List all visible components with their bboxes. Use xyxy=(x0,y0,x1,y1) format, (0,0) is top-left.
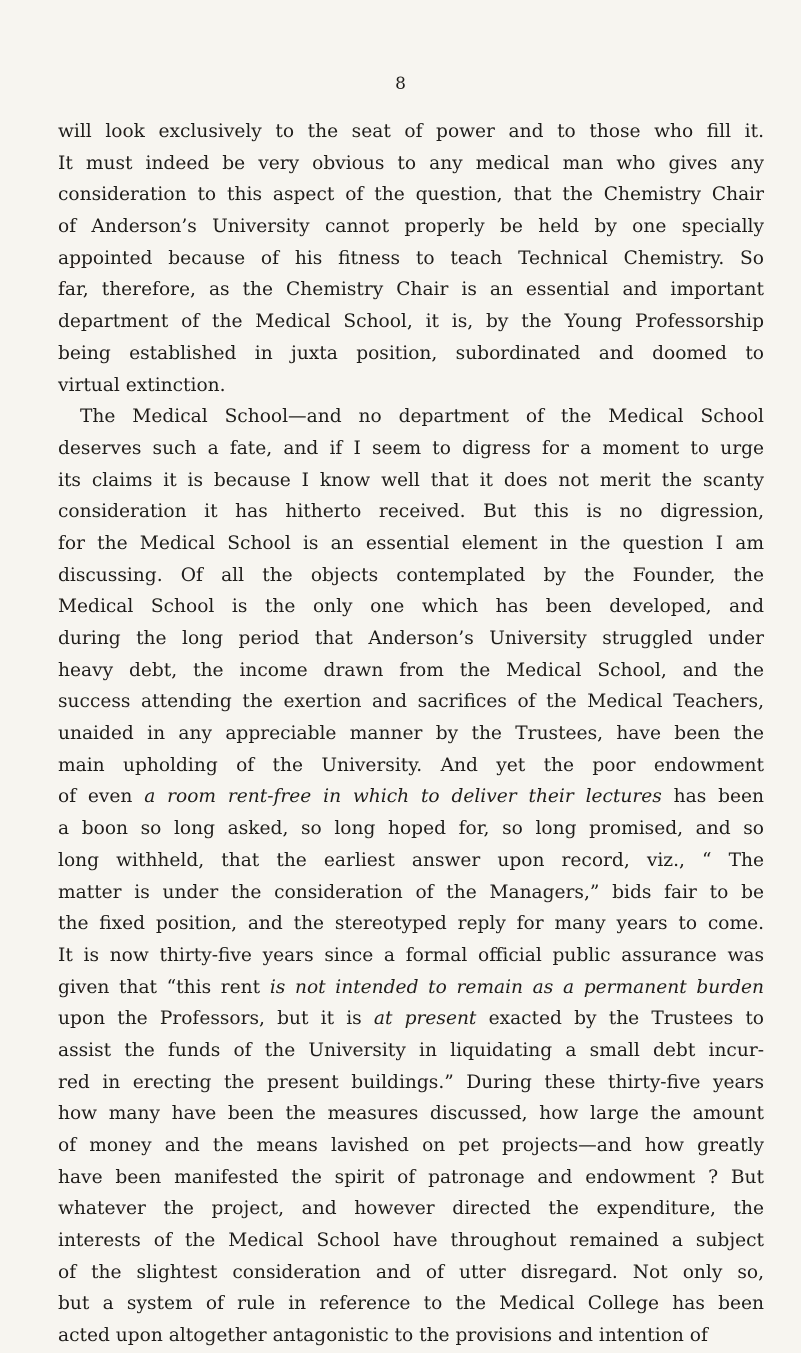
text-line xyxy=(58,1162,764,1194)
text-segment: upon the Professors, but it is xyxy=(58,1008,374,1030)
text-line xyxy=(58,306,764,338)
text-segment: during the long period that Anderson’s University struggled under xyxy=(58,628,764,649)
text-segment: virtual extinction. xyxy=(58,374,226,396)
text-segment: success attending the exertion and sacrifices of the Medical Teachers, xyxy=(58,691,764,713)
text-line xyxy=(58,560,764,592)
text-line xyxy=(58,528,764,560)
text-segment: whatever the project, and however directed the expenditure, the xyxy=(58,1198,764,1220)
text-line xyxy=(58,1320,764,1352)
text-segment: a boon so long asked, so long hoped for, so long promised, and so xyxy=(58,818,764,840)
text-line xyxy=(58,338,764,370)
text-line xyxy=(58,1003,764,1035)
text-line xyxy=(58,940,764,972)
text-line xyxy=(58,179,764,211)
text-segment: The Medical School—and no department of the Medical School xyxy=(80,406,764,428)
text-line xyxy=(58,972,764,1004)
text-line xyxy=(58,465,764,497)
text-segment: Medical School is the only one which has been developed, and xyxy=(58,596,764,618)
text-segment: long withheld, that the earliest answer upon record, viz., “ The xyxy=(58,849,764,871)
italic-text: is not intended to remain as a permanent burden xyxy=(269,976,764,998)
text-segment: the fixed position, and the stereotyped reply for many years to come. xyxy=(58,913,764,935)
text-line xyxy=(58,718,764,750)
text-line xyxy=(58,877,764,909)
text-segment: red in erecting the present buildings.” During these thirty-five years xyxy=(58,1071,764,1093)
text-line xyxy=(58,1035,764,1067)
text-segment: will look exclusively to the seat of power and to those who fill it. xyxy=(58,121,764,142)
text-line xyxy=(58,370,764,402)
text-segment: far, therefore, as the Chemistry Chair is an essential and important xyxy=(58,279,764,301)
text-line xyxy=(58,211,764,243)
text-segment: It must indeed be very obvious to any medical man who gives any xyxy=(58,152,764,174)
text-line xyxy=(58,845,764,877)
text-segment: of the slightest consideration and of utter disregard. Not only so, xyxy=(58,1261,764,1283)
text-line xyxy=(58,750,764,782)
text-line xyxy=(58,148,764,180)
text-line xyxy=(58,623,764,655)
text-segment: exacted by the Trustees to xyxy=(476,1008,764,1030)
text-segment: appointed because of his fitness to teach Technical Chemistry. So xyxy=(58,247,764,269)
text-segment: deserves such a fate, and if I seem to digress for a moment to urge xyxy=(58,437,764,459)
text-segment: being established in juxta position, subordinated and doomed to xyxy=(58,342,764,364)
text-segment: acted upon altogether antagonistic to the provisions and intention of xyxy=(58,1325,708,1347)
text-line xyxy=(58,116,764,148)
text-line xyxy=(58,1225,764,1257)
text-line xyxy=(58,686,764,718)
text-line xyxy=(58,1067,764,1099)
text-segment: of even xyxy=(58,786,145,808)
text-line xyxy=(58,1193,764,1225)
text-line xyxy=(58,1257,764,1289)
page-number: 8 xyxy=(395,74,406,94)
text-segment: but a system of rule in reference to the Medical College has been xyxy=(58,1293,764,1315)
text-line xyxy=(58,655,764,687)
text-line xyxy=(58,591,764,623)
text-line xyxy=(58,1288,764,1320)
text-line xyxy=(58,813,764,845)
text-segment: assist the funds of the University in liquidating a small debt incur- xyxy=(58,1039,764,1061)
text-segment: unaided in any appreciable manner by the Trustees, have been the xyxy=(58,723,764,745)
text-segment: main upholding of the University. And yet the poor endowment xyxy=(58,754,764,776)
text-line xyxy=(58,908,764,940)
text-segment: consideration it has hitherto received. But this is no digression, xyxy=(58,501,764,523)
text-segment: for the Medical School is an essential element in the question I am xyxy=(58,532,764,554)
text-segment: has been xyxy=(661,786,764,808)
text-line xyxy=(58,1130,764,1162)
text-line xyxy=(58,1098,764,1130)
text-segment: given that “this rent xyxy=(58,976,270,998)
text-line xyxy=(58,274,764,306)
text-segment: heavy debt, the income drawn from the Medical School, and the xyxy=(58,659,764,681)
body-text xyxy=(58,116,764,1352)
text-segment: how many have been the measures discussed, how large the amount xyxy=(58,1103,764,1125)
text-segment: its claims it is because I know well that it does not merit the scanty xyxy=(58,469,764,491)
italic-text: a room rent-free in which to deliver their lectures xyxy=(144,786,662,808)
text-line xyxy=(58,433,764,465)
text-segment: department of the Medical School, it is, by the Young Professorship xyxy=(58,311,764,333)
text-segment: have been manifested the spirit of patronage and endowment ? But xyxy=(58,1166,764,1188)
text-line xyxy=(58,496,764,528)
italic-text: at present xyxy=(373,1008,477,1030)
text-line xyxy=(58,401,764,433)
text-segment: of money and the means lavished on pet projects—and how greatly xyxy=(58,1135,764,1156)
text-segment: interests of the Medical School have throughout remained a subject xyxy=(58,1230,764,1252)
text-segment: matter is under the consideration of the Managers,” bids fair to be xyxy=(58,881,764,903)
text-segment: of Anderson’s University cannot properly be held by one specially xyxy=(58,216,764,238)
text-segment: discussing. Of all the objects contemplated by the Founder, the xyxy=(58,564,764,586)
text-line xyxy=(58,243,764,275)
text-line xyxy=(58,781,764,813)
text-segment: consideration to this aspect of the question, that the Chemistry Chair xyxy=(58,184,764,206)
text-segment: It is now thirty-five years since a formal official public assurance was xyxy=(58,944,764,966)
